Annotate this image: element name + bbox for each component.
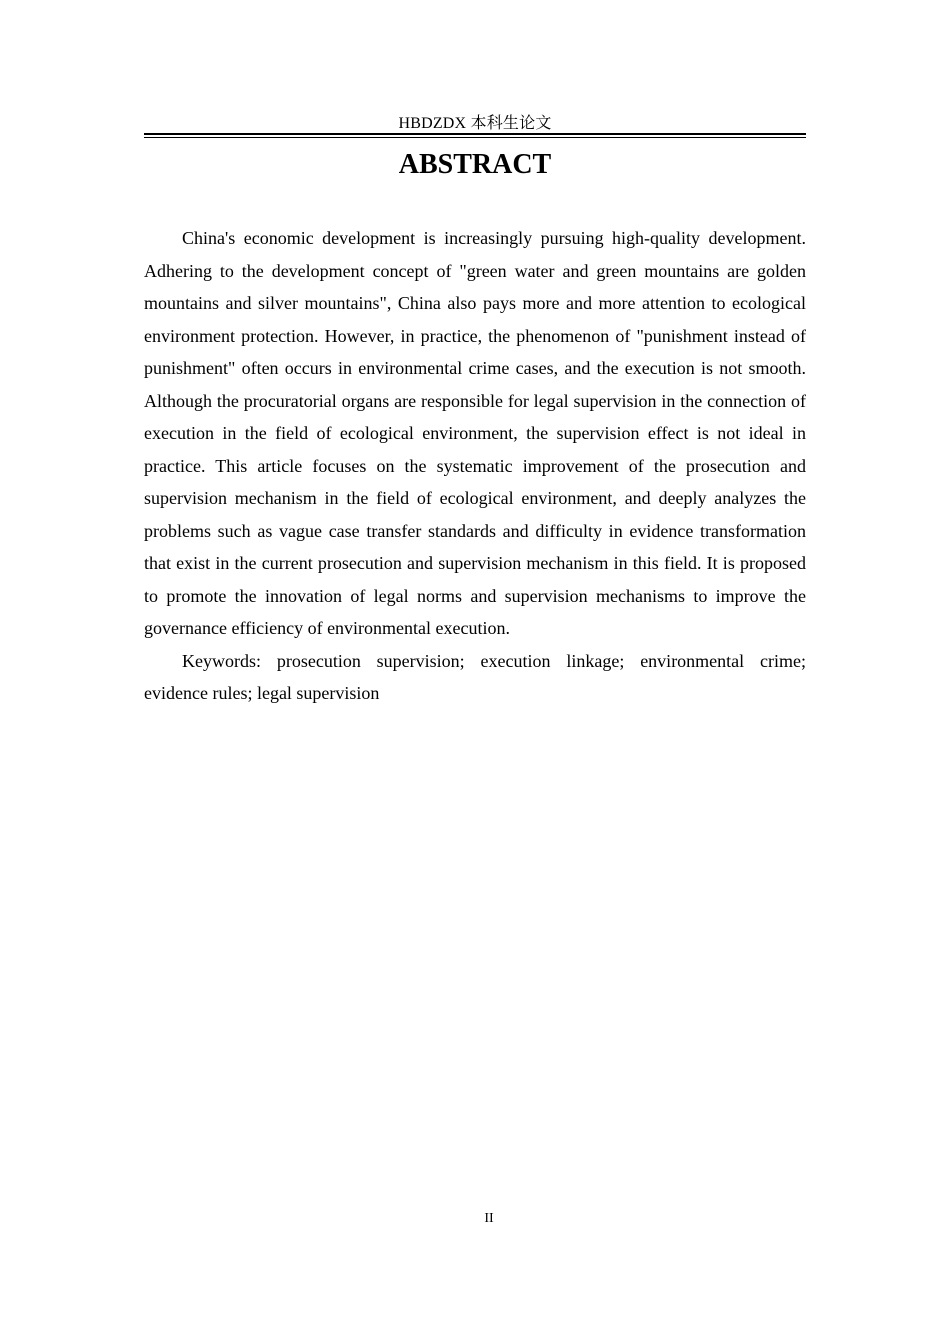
abstract-body — [144, 222, 806, 710]
page-number: II — [484, 1211, 494, 1226]
keywords-paragraph: Keywords: prosecution supervision; execution linkage; environmental crime; evidence rules; legal supervision — [144, 650, 806, 703]
abstract-paragraph: China's economic development is increasingly pursuing high-quality development. Adhering to the development concept of "green water and green mountains are golden mountains and silver mountains", China also pays more and more attention to ecological environment protection. However, in practice, the phenomenon of "punishment instead of punishment" often occurs in environmental crime cases, and the execution is not smooth. Although the procuratorial organs are responsible for legal supervision in the connection of execution in the field of ecological environment, the supervision effect is not ideal in practice. This article focuses on the systematic improvement of the prosecution and supervision mechanism in the field of ecological environment, and deeply analyzes the problems such as vague case transfer standards and difficulty in evidence transformation that exist in the current prosecution and supervision mechanism in this field. It is proposed to promote the innovation of legal norms and supervision mechanisms to improve the governance efficiency of environmental execution. — [144, 228, 806, 638]
abstract-title: ABSTRACT — [398, 149, 552, 180]
running-header: HBDZDX 本科生论文 — [398, 115, 552, 132]
header-rule-thin — [144, 137, 806, 138]
header-rule-thick — [144, 133, 806, 135]
